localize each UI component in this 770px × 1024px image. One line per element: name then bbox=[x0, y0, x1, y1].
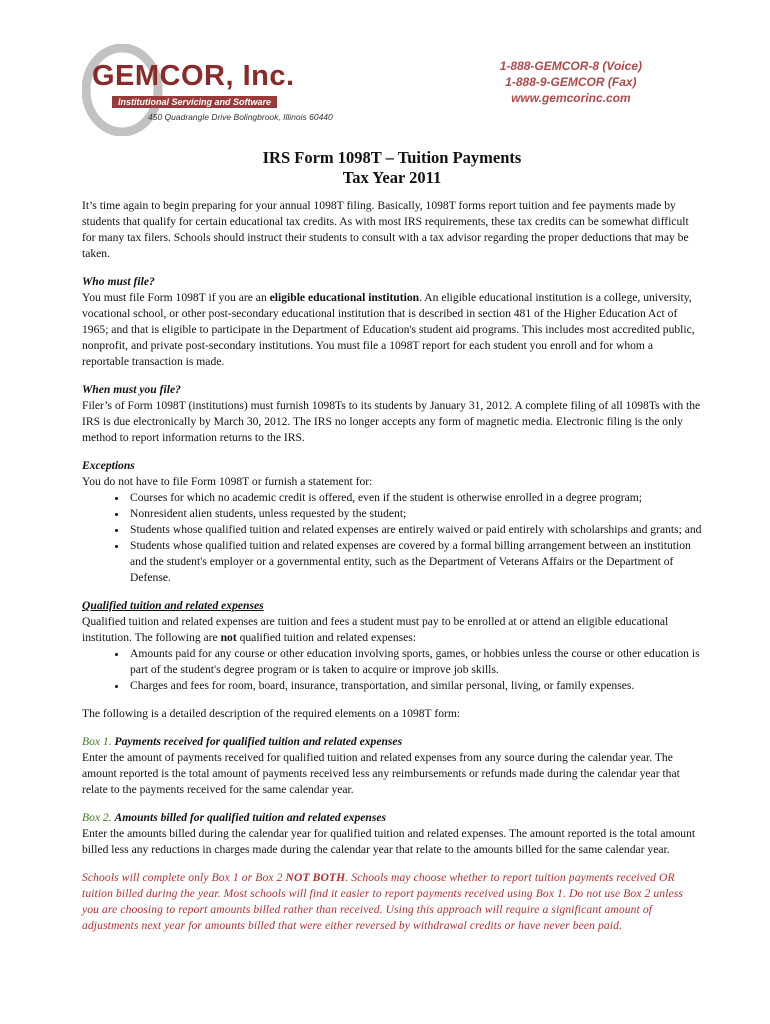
box1-text: Enter the amount of payments received for qualified tuition and related expenses from any source during the calendar year. The amount reported is the total amount of payments received less any reimbursements or refunds made during the calendar year that relate to the payments received for the same calendar year. bbox=[82, 751, 680, 796]
document-body bbox=[82, 148, 702, 946]
gemcor-logo bbox=[82, 44, 362, 136]
phone-voice: 1-888-GEMCOR-8 (Voice) bbox=[499, 59, 642, 73]
note-text-bold: NOT BOTH bbox=[285, 871, 346, 884]
title-line-2: Tax Year 2011 bbox=[342, 168, 442, 187]
list-item: • Students whose qualified tuition and related expenses are entirely waived or paid entirely with scholarships and grants; and bbox=[128, 522, 702, 538]
exceptions-text: You do not have to file Form 1098T or furnish a statement for: bbox=[82, 475, 373, 488]
who-text-bold: eligible educational institution bbox=[269, 291, 420, 304]
who-text-before: You must file Form 1098T if you are an bbox=[82, 291, 270, 304]
note-text-before: Schools will complete only Box 1 or Box 2 bbox=[82, 871, 286, 884]
document-title bbox=[82, 148, 702, 188]
list-item: • Students whose qualified tuition and related expenses are covered by a formal billing arrangement between an institution and the student's employer or a governmental entity, such as the Department of Veterans Affairs or the Department of Defense. bbox=[128, 538, 702, 586]
who-heading: Who must file? bbox=[82, 275, 155, 288]
qualified-text-before: Qualified tuition and related expenses are tuition and fees a student must pay to be enrolled at or attend an eligible educational institution. The following are bbox=[82, 615, 669, 644]
exceptions-list bbox=[82, 490, 702, 586]
intro-paragraph: It’s time again to begin preparing for your annual 1098T filing. Basically, 1098T forms report tuition and fee payments made by students that qualify for certain educational tax credits. As with most IRS requirements, these tax credits can be somewhat difficult for many tax filers. Schools should instruct their students to consult with a tax advisor regarding the proper deductions that may be taken. bbox=[82, 199, 689, 260]
box-note bbox=[82, 870, 702, 934]
exceptions-section bbox=[82, 458, 702, 490]
box2-label: Box 2. bbox=[82, 811, 112, 824]
qualified-text-bold: not bbox=[220, 631, 237, 644]
box2-name: Amounts billed for qualified tuition and related expenses bbox=[114, 811, 387, 824]
who-text-after: . An eligible educational institution is a college, university, vocational school, or other post-secondary educational institution that is described in section 481 of the Higher Education Act of 1965; and that is eligible to participate in the Department of Education's student aid programs. This includes most accredited public, nonprofit, and private post-secondary institutions. You must file a 1098T report for each student you enroll and for whom a reportable transaction is made. bbox=[82, 291, 695, 368]
contact-info bbox=[500, 58, 642, 106]
box1-label: Box 1. bbox=[82, 735, 112, 748]
box2-text: Enter the amounts billed during the calendar year for qualified tuition and related expenses. The amount reported is the total amount billed less any reductions in charges made during the calendar year that relate to the amounts billed for the same calendar year. bbox=[82, 827, 696, 856]
box2-section bbox=[82, 810, 702, 858]
when-section bbox=[82, 382, 702, 446]
website-link[interactable]: www.gemcorinc.com bbox=[511, 91, 631, 105]
qualified-text-after: qualified tuition and related expenses: bbox=[236, 631, 417, 644]
qualified-list bbox=[82, 646, 702, 694]
qualified-heading: Qualified tuition and related expenses bbox=[82, 599, 264, 612]
box1-section bbox=[82, 734, 702, 798]
when-text: Filer’s of Form 1098T (institutions) must furnish 1098Ts to its students by January 31, 2012. A complete filing of all 1098Ts with the IRS is due electronically by March 30, 2012. The IRS no longer accepts any form of magnetic media. Electronic filing is the only method to report information returns to the IRS. bbox=[82, 399, 701, 444]
when-heading: When must you file? bbox=[82, 383, 181, 396]
list-item: • Amounts paid for any course or other education involving sports, games, or hobbies unless the course or other education is part of the student's degree program or is taken to acquire or improve job skills. bbox=[128, 646, 702, 678]
list-item: • Charges and fees for room, board, insurance, transportation, and similar personal, living, or family expenses. bbox=[128, 678, 702, 694]
box1-name: Payments received for qualified tuition and related expenses bbox=[114, 735, 403, 748]
who-section bbox=[82, 274, 702, 370]
logo-name: GEMCOR, Inc. bbox=[92, 60, 295, 92]
phone-fax: 1-888-9-GEMCOR (Fax) bbox=[505, 75, 637, 89]
logo-address: 450 Quadrangle Drive Bolingbrook, Illinois 60440 bbox=[148, 112, 333, 122]
qualified-section bbox=[82, 598, 702, 646]
list-item: • Courses for which no academic credit is offered, even if the student is otherwise enrolled in a degree program; bbox=[128, 490, 702, 506]
logo-tagline: Institutional Servicing and Software bbox=[112, 96, 277, 108]
required-intro: The following is a detailed description of the required elements on a 1098T form: bbox=[82, 707, 461, 720]
letterhead bbox=[0, 0, 770, 140]
title-line-1: IRS Form 1098T – Tuition Payments bbox=[262, 148, 522, 167]
list-item: • Nonresident alien students, unless requested by the student; bbox=[128, 506, 702, 522]
exceptions-heading: Exceptions bbox=[82, 459, 135, 472]
note-text-after: . Schools may choose whether to report tuition payments received OR tuition billed during the year. Most schools will find it easier to report payments received using Box 1. Do not use Box 2 unless you are choosing to report amounts billed rather than received. Using this approach will require a significant amount of adjustments next year for amounts billed that were either reversed by withdrawal credits or have never been paid. bbox=[82, 871, 683, 932]
